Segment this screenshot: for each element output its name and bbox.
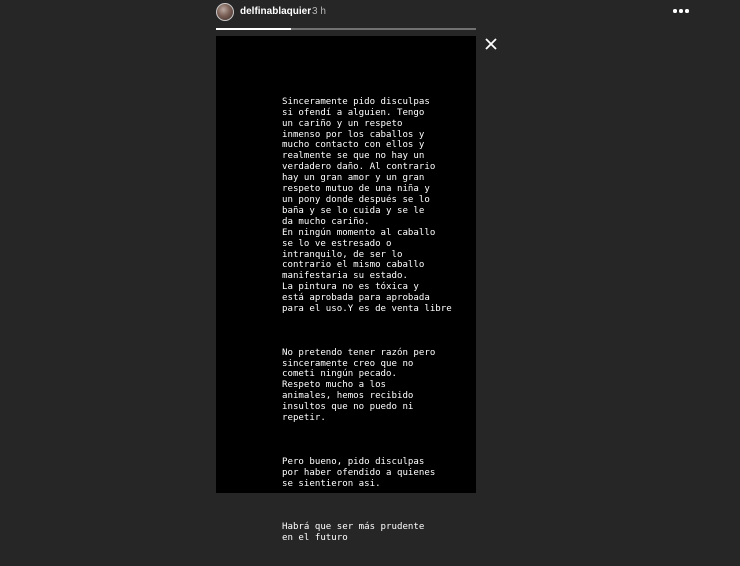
- profile-avatar[interactable]: [216, 3, 234, 21]
- more-dots-icon: [673, 9, 677, 13]
- story-paragraph: Habrá que ser más prudente en el futuro: [282, 522, 425, 544]
- story-progress-bar: [216, 28, 476, 30]
- story-timestamp: 3 h: [312, 6, 326, 17]
- story-paragraph: No pretendo tener razón pero sinceramente creo que no cometi ningún pecado. Respeto mucho a los animales, hemos recibido insultos que no puedo ni repetir.: [282, 347, 436, 424]
- story-content[interactable]: [216, 36, 476, 544]
- story-message: [282, 75, 472, 566]
- story-header: [216, 0, 476, 34]
- more-options-button[interactable]: [670, 4, 692, 18]
- story-paragraph: Sinceramente pido disculpas si ofendí a alguien. Tengo un cariño y un respeto inmenso por los caballos y mucho contacto con ellos y realmente se que no hay un verdadero daño. Al contrario hay un gran amor y un gran respeto mutuo de una niña y un pony donde después se lo baña y se lo cuida y se le da mucho cariño. En ningún momento al caballo se lo ve estresado o intranquilo, de ser lo contrario el mismo caballo manifestaria su estado. La pintura no es tóxica y está aprobada para aprobada para el uso.Y es de venta libre: [282, 96, 452, 315]
- story-paragraph: Pero bueno, pido disculpas por haber ofendido a quienes se sientieron asi.: [282, 456, 436, 489]
- username-link[interactable]: delfinablaquier: [240, 6, 312, 17]
- close-icon: [483, 36, 499, 52]
- more-dots-icon: [685, 9, 689, 13]
- story-progress-fill: [216, 28, 291, 30]
- more-dots-icon: [679, 9, 683, 13]
- close-button[interactable]: [483, 36, 499, 52]
